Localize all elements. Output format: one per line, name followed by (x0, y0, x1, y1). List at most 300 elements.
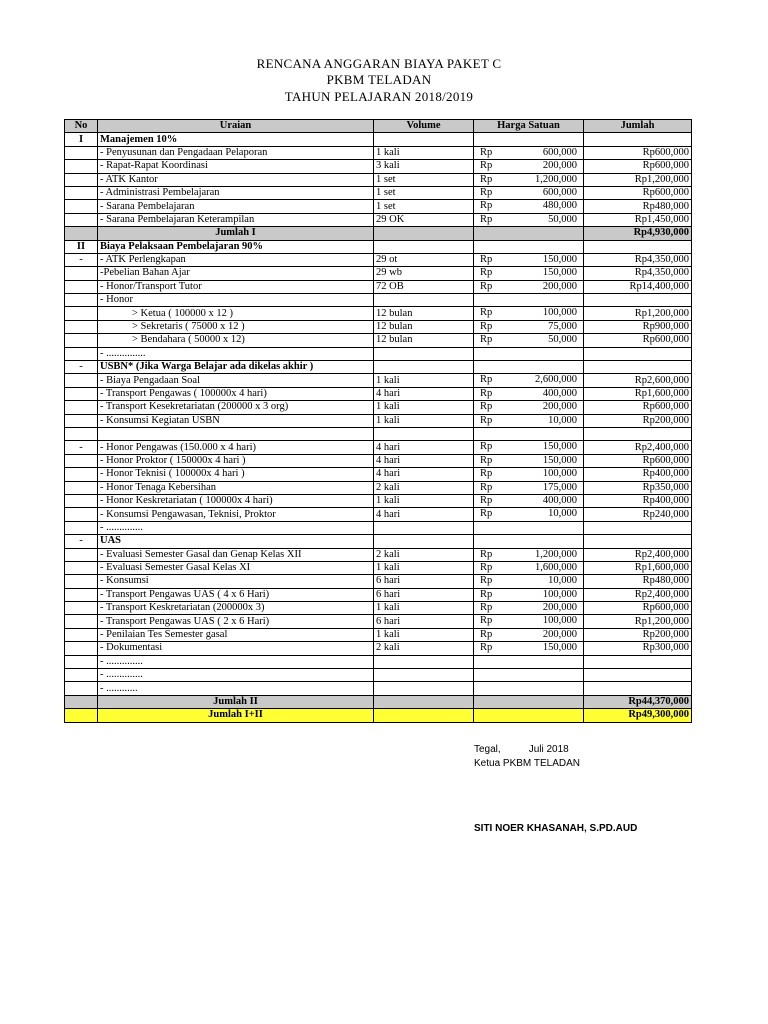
cell-volume: 4 hari (374, 387, 474, 400)
cell-harga-satuan (474, 615, 584, 628)
table-row (65, 334, 692, 347)
cell-no (65, 213, 98, 226)
cell-harga-satuan (474, 454, 584, 467)
cell-volume: 1 set (374, 186, 474, 199)
cell-uraian: > Bendahara ( 50000 x 12) (98, 334, 374, 347)
institution-name: PKBM TELADAN (326, 72, 432, 87)
cell-harga-satuan (474, 561, 584, 574)
unit-price: 2,600,000 (535, 374, 577, 386)
cell-no (65, 347, 98, 360)
cell-uraian: USBN* (Jika Warga Belajar ada dikelas akhir ) (98, 361, 374, 374)
cell-volume: 6 hari (374, 575, 474, 588)
cell-harga-satuan (474, 508, 584, 521)
cell-volume (374, 535, 474, 548)
cell-volume: 29 OK (374, 213, 474, 226)
currency-label: Rp (480, 642, 493, 654)
cell-no (65, 561, 98, 574)
cell-jumlah (584, 347, 692, 360)
unit-price: 200,000 (542, 280, 577, 292)
currency-label: Rp (480, 200, 493, 212)
cell-harga-satuan (474, 307, 584, 320)
table-row (65, 575, 692, 588)
cell-volume: 1 kali (374, 628, 474, 641)
table-row (65, 186, 692, 199)
subtotal-row (65, 227, 692, 240)
cell-uraian: - Evaluasi Semester Gasal Kelas XI (98, 561, 374, 574)
cell-jumlah: Rp1,600,000 (584, 561, 692, 574)
cell-no (65, 414, 98, 427)
cell-jumlah (584, 133, 692, 146)
cell-jumlah: Rp44,370,000 (584, 695, 692, 708)
cell-volume: 1 kali (374, 146, 474, 159)
cell-harga-satuan (474, 200, 584, 213)
unit-price: 50,000 (548, 334, 577, 346)
currency-label: Rp (480, 414, 493, 426)
table-row (65, 615, 692, 628)
cell-harga-satuan (474, 334, 584, 347)
table-row (65, 280, 692, 293)
currency-label: Rp (480, 602, 493, 614)
currency-label: Rp (480, 454, 493, 466)
unit-price: 150,000 (542, 642, 577, 654)
cell-harga-satuan (474, 535, 584, 548)
cell-harga-satuan (474, 213, 584, 226)
cell-no: - (65, 535, 98, 548)
table-row (65, 401, 692, 414)
cell-no: - (65, 441, 98, 454)
cell-no (65, 200, 98, 213)
cell-no (65, 267, 98, 280)
cell-harga-satuan (474, 521, 584, 534)
table-row (65, 267, 692, 280)
cell-jumlah: Rp600,000 (584, 454, 692, 467)
cell-no (65, 628, 98, 641)
cell-volume: 1 kali (374, 494, 474, 507)
cell-harga-satuan (474, 602, 584, 615)
cell-harga-satuan (474, 227, 584, 240)
academic-year: TAHUN PELAJARAN 2018/2019 (284, 89, 474, 104)
unit-price: 150,000 (542, 253, 577, 265)
cell-jumlah: Rp2,400,000 (584, 441, 692, 454)
cell-uraian: - ATK Perlengkapan (98, 253, 374, 266)
cell-jumlah: Rp4,350,000 (584, 267, 692, 280)
document-title: RENCANA ANGGARAN BIAYA PAKET C (256, 56, 502, 71)
cell-jumlah: Rp900,000 (584, 320, 692, 333)
cell-no (65, 508, 98, 521)
cell-uraian: UAS (98, 535, 374, 548)
cell-jumlah: Rp1,600,000 (584, 387, 692, 400)
cell-volume: 2 kali (374, 481, 474, 494)
cell-uraian: > Sekretaris ( 75000 x 12 ) (98, 320, 374, 333)
cell-volume (374, 227, 474, 240)
cell-no (65, 602, 98, 615)
cell-no (65, 655, 98, 668)
cell-harga-satuan (474, 294, 584, 307)
cell-uraian: -Pebelian Bahan Ajar (98, 267, 374, 280)
cell-harga-satuan (474, 695, 584, 708)
cell-jumlah (584, 427, 692, 440)
cell-volume (374, 669, 474, 682)
table-row (65, 628, 692, 641)
cell-volume (374, 709, 474, 722)
cell-volume: 1 set (374, 200, 474, 213)
cell-harga-satuan (474, 468, 584, 481)
cell-volume: 29 wb (374, 267, 474, 280)
table-row (65, 682, 692, 695)
table-row (65, 494, 692, 507)
currency-label: Rp (480, 280, 493, 292)
unit-price: 480,000 (542, 200, 577, 212)
cell-no (65, 320, 98, 333)
cell-harga-satuan (474, 374, 584, 387)
cell-no (65, 615, 98, 628)
cell-jumlah: Rp200,000 (584, 628, 692, 641)
cell-harga-satuan (474, 240, 584, 253)
currency-label: Rp (480, 494, 493, 506)
cell-no (65, 548, 98, 561)
cell-uraian: Jumlah I (98, 227, 374, 240)
cell-volume: 4 hari (374, 468, 474, 481)
cell-volume: 12 bulan (374, 307, 474, 320)
cell-no (65, 588, 98, 601)
table-row (65, 173, 692, 186)
table-row (65, 213, 692, 226)
cell-jumlah: Rp2,400,000 (584, 588, 692, 601)
unit-price: 600,000 (542, 146, 577, 158)
cell-volume (374, 427, 474, 440)
cell-uraian: - Konsumsi Kegiatan USBN (98, 414, 374, 427)
cell-jumlah: Rp300,000 (584, 642, 692, 655)
cell-volume: 1 set (374, 173, 474, 186)
cell-uraian: - Konsumsi Pengawasan, Teknisi, Proktor (98, 508, 374, 521)
cell-uraian: - Transport Pengawas ( 100000x 4 hari) (98, 387, 374, 400)
cell-jumlah (584, 521, 692, 534)
cell-volume (374, 347, 474, 360)
cell-no (65, 642, 98, 655)
cell-jumlah: Rp1,450,000 (584, 213, 692, 226)
cell-uraian: - Penilaian Tes Semester gasal (98, 628, 374, 641)
cell-jumlah: Rp2,600,000 (584, 374, 692, 387)
currency-label: Rp (480, 401, 493, 413)
table-row (65, 146, 692, 159)
cell-volume: 4 hari (374, 454, 474, 467)
cell-volume: 12 bulan (374, 334, 474, 347)
unit-price: 150,000 (542, 441, 577, 453)
cell-harga-satuan (474, 253, 584, 266)
cell-no (65, 709, 98, 722)
currency-label: Rp (480, 307, 493, 319)
cell-no (65, 160, 98, 173)
cell-jumlah: Rp200,000 (584, 414, 692, 427)
cell-jumlah: Rp480,000 (584, 575, 692, 588)
cell-no: I (65, 133, 98, 146)
cell-volume: 2 kali (374, 642, 474, 655)
cell-uraian: - Honor (98, 294, 374, 307)
col-header-jumlah: Jumlah (584, 120, 692, 133)
cell-volume (374, 133, 474, 146)
cell-no (65, 146, 98, 159)
cell-harga-satuan (474, 481, 584, 494)
section-row (65, 240, 692, 253)
table-row (65, 374, 692, 387)
unit-price: 150,000 (542, 454, 577, 466)
cell-uraian: - ............ (98, 682, 374, 695)
unit-price: 50,000 (548, 213, 577, 225)
cell-no (65, 387, 98, 400)
table-row (65, 521, 692, 534)
cell-jumlah: Rp1,200,000 (584, 307, 692, 320)
unit-price: 200,000 (542, 628, 577, 640)
cell-uraian: - Honor Keskretariatan ( 100000x 4 hari) (98, 494, 374, 507)
cell-uraian: - Honor Teknisi ( 100000x 4 hari ) (98, 468, 374, 481)
unit-price: 100,000 (542, 307, 577, 319)
unit-price: 400,000 (542, 494, 577, 506)
cell-uraian: - Honor Tenaga Kebersihan (98, 481, 374, 494)
currency-label: Rp (480, 186, 493, 198)
currency-label: Rp (480, 508, 493, 520)
cell-uraian: Jumlah I+II (98, 709, 374, 722)
cell-volume (374, 240, 474, 253)
cell-volume: 29 ot (374, 253, 474, 266)
cell-uraian: Biaya Pelaksaan Pembelajaran 90% (98, 240, 374, 253)
cell-volume: 1 kali (374, 374, 474, 387)
currency-label: Rp (480, 334, 493, 346)
table-row (65, 441, 692, 454)
cell-jumlah: Rp1,200,000 (584, 173, 692, 186)
table-row (65, 561, 692, 574)
cell-volume (374, 695, 474, 708)
cell-harga-satuan (474, 669, 584, 682)
currency-label: Rp (480, 374, 493, 386)
cell-uraian: - Honor Pengawas (150.000 x 4 hari) (98, 441, 374, 454)
cell-harga-satuan (474, 441, 584, 454)
cell-no (65, 427, 98, 440)
section-row (65, 361, 692, 374)
table-row (65, 669, 692, 682)
currency-label: Rp (480, 548, 493, 560)
cell-harga-satuan (474, 361, 584, 374)
cell-harga-satuan (474, 280, 584, 293)
currency-label: Rp (480, 468, 493, 480)
cell-harga-satuan (474, 494, 584, 507)
currency-label: Rp (480, 481, 493, 493)
unit-price: 10,000 (548, 508, 577, 520)
currency-label: Rp (480, 146, 493, 158)
unit-price: 100,000 (542, 615, 577, 627)
unit-price: 200,000 (542, 602, 577, 614)
table-row (65, 200, 692, 213)
cell-harga-satuan (474, 173, 584, 186)
cell-no (65, 454, 98, 467)
section-row (65, 133, 692, 146)
table-row (65, 454, 692, 467)
cell-harga-satuan (474, 682, 584, 695)
col-header-no: No (65, 120, 98, 133)
cell-uraian: - Konsumsi (98, 575, 374, 588)
unit-price: 1,200,000 (535, 173, 577, 185)
cell-jumlah: Rp49,300,000 (584, 709, 692, 722)
cell-harga-satuan (474, 588, 584, 601)
currency-label: Rp (480, 213, 493, 225)
cell-volume: 1 kali (374, 414, 474, 427)
cell-harga-satuan (474, 709, 584, 722)
cell-harga-satuan (474, 146, 584, 159)
cell-volume (374, 361, 474, 374)
cell-uraian: - Transport Kesekretariatan (200000 x 3 org) (98, 401, 374, 414)
cell-jumlah: Rp600,000 (584, 186, 692, 199)
grand-total-row (65, 709, 692, 722)
cell-no (65, 280, 98, 293)
cell-volume: 1 kali (374, 401, 474, 414)
cell-uraian: - Biaya Pengadaan Soal (98, 374, 374, 387)
unit-price: 175,000 (542, 481, 577, 493)
signature-city: Tegal, (474, 744, 501, 755)
cell-uraian: - .............. (98, 655, 374, 668)
cell-no (65, 186, 98, 199)
col-header-volume: Volume (374, 120, 474, 133)
cell-volume: 3 kali (374, 160, 474, 173)
cell-volume: 72 OB (374, 280, 474, 293)
cell-jumlah: Rp400,000 (584, 494, 692, 507)
cell-volume: 4 hari (374, 441, 474, 454)
cell-no (65, 307, 98, 320)
cell-harga-satuan (474, 655, 584, 668)
table-row (65, 160, 692, 173)
currency-label: Rp (480, 441, 493, 453)
cell-jumlah: Rp600,000 (584, 146, 692, 159)
unit-price: 600,000 (542, 186, 577, 198)
cell-no: - (65, 253, 98, 266)
cell-volume (374, 655, 474, 668)
section-row (65, 535, 692, 548)
col-header-uraian: Uraian (98, 120, 374, 133)
cell-jumlah: Rp600,000 (584, 334, 692, 347)
cell-jumlah (584, 655, 692, 668)
table-row (65, 253, 692, 266)
cell-volume: 1 kali (374, 561, 474, 574)
cell-jumlah: Rp600,000 (584, 160, 692, 173)
cell-no (65, 481, 98, 494)
cell-jumlah: Rp480,000 (584, 200, 692, 213)
cell-jumlah: Rp600,000 (584, 602, 692, 615)
cell-jumlah (584, 682, 692, 695)
unit-price: 400,000 (542, 387, 577, 399)
cell-jumlah: Rp400,000 (584, 468, 692, 481)
currency-label: Rp (480, 588, 493, 600)
cell-harga-satuan (474, 427, 584, 440)
unit-price: 1,600,000 (535, 561, 577, 573)
table-row (65, 294, 692, 307)
cell-no (65, 468, 98, 481)
cell-no (65, 334, 98, 347)
unit-price: 200,000 (542, 401, 577, 413)
cell-volume (374, 294, 474, 307)
unit-price: 100,000 (542, 588, 577, 600)
cell-volume: 2 kali (374, 548, 474, 561)
col-header-harga-satuan: Harga Satuan (474, 120, 584, 133)
cell-uraian: - Penyusunan dan Pengadaan Pelaporan (98, 146, 374, 159)
currency-label: Rp (480, 628, 493, 640)
cell-uraian: - ATK Kantor (98, 173, 374, 186)
table-row (65, 468, 692, 481)
cell-uraian: - Evaluasi Semester Gasal dan Genap Kelas XII (98, 548, 374, 561)
table-row (65, 588, 692, 601)
cell-uraian: - Transport Pengawas UAS ( 4 x 6 Hari) (98, 588, 374, 601)
cell-uraian: - Honor Proktor ( 150000x 4 hari ) (98, 454, 374, 467)
cell-volume (374, 521, 474, 534)
signature-month: Juli 2018 (528, 744, 569, 755)
table-row (65, 602, 692, 615)
cell-jumlah: Rp600,000 (584, 401, 692, 414)
unit-price: 10,000 (548, 414, 577, 426)
cell-no (65, 695, 98, 708)
table-row (65, 347, 692, 360)
unit-price: 150,000 (542, 267, 577, 279)
cell-no (65, 682, 98, 695)
currency-label: Rp (480, 253, 493, 265)
signature-place-date (474, 744, 569, 756)
cell-uraian (98, 427, 374, 440)
table-row (65, 414, 692, 427)
cell-harga-satuan (474, 387, 584, 400)
cell-harga-satuan (474, 548, 584, 561)
currency-label: Rp (480, 387, 493, 399)
cell-uraian: - Dokumentasi (98, 642, 374, 655)
cell-no (65, 173, 98, 186)
cell-harga-satuan (474, 320, 584, 333)
cell-jumlah: Rp4,930,000 (584, 227, 692, 240)
cell-jumlah: Rp2,400,000 (584, 548, 692, 561)
table-header-row (65, 120, 692, 133)
cell-jumlah: Rp350,000 (584, 481, 692, 494)
cell-volume: 1 kali (374, 602, 474, 615)
cell-uraian: Jumlah II (98, 695, 374, 708)
cell-uraian: - ............... (98, 347, 374, 360)
table-row (65, 481, 692, 494)
currency-label: Rp (480, 320, 493, 332)
unit-price: 200,000 (542, 160, 577, 172)
cell-volume (374, 682, 474, 695)
table-row (65, 508, 692, 521)
budget-table (64, 119, 692, 723)
cell-harga-satuan (474, 642, 584, 655)
cell-no (65, 294, 98, 307)
cell-volume: 12 bulan (374, 320, 474, 333)
cell-jumlah (584, 294, 692, 307)
unit-price: 10,000 (548, 575, 577, 587)
cell-jumlah (584, 535, 692, 548)
cell-harga-satuan (474, 401, 584, 414)
cell-jumlah (584, 669, 692, 682)
cell-harga-satuan (474, 133, 584, 146)
cell-no: II (65, 240, 98, 253)
table-row (65, 307, 692, 320)
cell-harga-satuan (474, 414, 584, 427)
cell-harga-satuan (474, 267, 584, 280)
cell-no (65, 669, 98, 682)
currency-label: Rp (480, 615, 493, 627)
table-row (65, 655, 692, 668)
table-row (65, 427, 692, 440)
cell-volume: 6 hari (374, 615, 474, 628)
cell-harga-satuan (474, 628, 584, 641)
cell-uraian: - Transport Keskretariatan (200000x 3) (98, 602, 374, 615)
cell-harga-satuan (474, 575, 584, 588)
cell-harga-satuan (474, 160, 584, 173)
cell-jumlah: Rp240,000 (584, 508, 692, 521)
cell-uraian: - Sarana Pembelajaran (98, 200, 374, 213)
currency-label: Rp (480, 561, 493, 573)
